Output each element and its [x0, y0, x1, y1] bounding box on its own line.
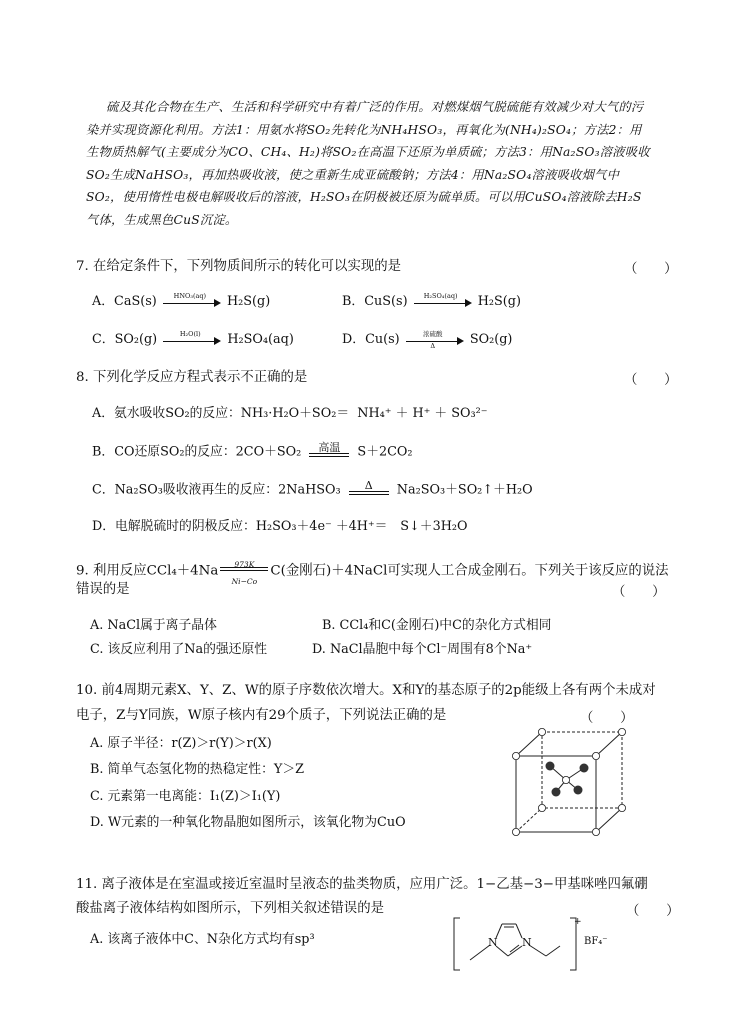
q10-option-a: A. 原子半径：r(Z)＞r(Y)＞r(X) — [90, 736, 272, 751]
q10-answer-paren: （ ） — [580, 711, 634, 726]
q9-stem-right: C(金刚石)＋4NaCl可实现人工合成金刚石。下列关于该反应的说法 — [270, 563, 669, 579]
q8-a-left: A．氨水吸收SO₂的反应：NH₃·H₂O＋SO₂＝ — [92, 406, 350, 421]
q8-c-condition — [349, 480, 389, 500]
q7-c-left: SO₂(g) — [114, 332, 158, 347]
q8-option-a — [92, 404, 488, 424]
q7-d-left: Cu(s) — [365, 332, 400, 347]
q8-b-condition — [309, 442, 349, 462]
q7-stem: 7. 在给定条件下，下列物质间所示的转化可以实现的是 — [76, 259, 402, 274]
q7-b-right: H₂S(g) — [477, 294, 521, 309]
anion-label: BF₄⁻ — [584, 936, 608, 947]
q7-c-arrow — [163, 329, 221, 347]
q9-stem-line2: 错误的是 — [76, 582, 130, 597]
q11-stem-line2: 酸盐离子液体结构如图所示，下列相关叙述错误的是 — [76, 901, 384, 916]
cation-charge: + — [574, 917, 582, 927]
q7-b-cond: H₂SO₄(aq) — [423, 291, 458, 300]
imidazolium-n3: N — [522, 936, 532, 949]
q7-answer-paren: （ ） — [624, 262, 678, 277]
q7-option-c — [92, 330, 294, 350]
q8-b-left: B．CO还原SO₂的反应：2CO＋SO₂ — [92, 444, 302, 460]
q7-option-d — [342, 330, 512, 350]
q8-c-left: C．Na₂SO₃吸收液再生的反应：2NaHSO₃ — [92, 482, 341, 498]
crystal-cell-diagram — [508, 728, 634, 836]
q8-a-right: NH₄⁺ ＋ H⁺ ＋ SO₃²⁻ — [357, 406, 488, 421]
q7-b-label: B． — [342, 294, 365, 309]
q9-option-a: A. NaCl属于离子晶体 — [90, 618, 217, 633]
q8-c-cond-label: Δ — [364, 479, 373, 492]
q9-cond-bottom: Ni−Co — [231, 577, 258, 586]
q8-option-b — [92, 442, 413, 463]
q9-stem-left: 9. 利用反应CCl₄＋4Na — [76, 563, 219, 579]
q7-a-arrow — [163, 291, 221, 309]
q7-c-label: C． — [92, 332, 115, 347]
q7-d-cond-below: Δ — [430, 341, 436, 350]
q8-c-right: Na₂SO₃＋SO₂↑＋H₂O — [396, 482, 533, 498]
q10-stem-line1: 10. 前4周期元素X、Y、Z、W的原子序数依次增大。X和Y的基态原子的2p能级上各有两个未成对 — [76, 683, 656, 698]
q7-a-label: A． — [92, 294, 115, 309]
q9-option-d: D. NaCl晶胞中每个Cl⁻周围有8个Na⁺ — [312, 642, 533, 657]
q9-condition — [220, 556, 268, 586]
q11-option-a: A. 该离子液体中C、N杂化方式均有sp³ — [90, 932, 315, 947]
q9-answer-paren: （ ） — [612, 585, 666, 600]
q8-stem: 8. 下列化学反应方程式表示不正确的是 — [76, 370, 308, 385]
ionic-liquid-structure — [444, 912, 624, 974]
q8-option-d: D．电解脱硫时的阴极反应：H₂SO₃＋4e⁻ ＋4H⁺＝ S↓＋3H₂O — [92, 519, 468, 534]
q7-b-left: CuS(s) — [364, 294, 408, 309]
q7-c-right: H₂SO₄(aq) — [227, 332, 294, 347]
q10-option-d: D. W元素的一种氧化物晶胞如图所示，该氧化物为CuO — [90, 815, 406, 830]
q11-stem-line1: 11. 离子液体是在室温或接近室温时呈液态的盐类物质，应用广泛。1−乙基−3−甲基咪唑四氟硼 — [76, 877, 648, 892]
q7-c-cond: H₂O(l) — [179, 329, 201, 338]
intro-passage: 硫及其化合物在生产、生活和科学研究中有着广泛的作用。对燃煤烟气脱硫能有效减少对大气的污染并实现资源化利用。方法1：用氨水将SO₂先转化为NH₄HSO₃，再氧化为(NH₄)₂SO₄；方法2：用生物质热解气(主要成分为CO、CH₄、H₂)将SO₂在高温下还原为单质硫；方法3：用Na₂SO₃溶液吸收SO₂生成NaHSO₃，再加热吸收液，使之重新生成亚硫酸钠；方法4：用Na₂SO₄溶液吸收烟气中SO₂，使用惰性电极电解吸收后的溶液，H₂SO₃在阴极被还原为硫单质。可以用CuSO₄溶液除去H₂S气体，生成黑色CuS沉淀。 — [86, 100, 650, 227]
q10-option-c: C. 元素第一电离能：I₁(Z)＞I₁(Y) — [90, 789, 281, 804]
q8-b-right: S＋2CO₂ — [357, 444, 413, 460]
q10-option-b: B. 简单气态氢化物的热稳定性：Y＞Z — [90, 762, 305, 777]
q9-option-c: C. 该反应利用了Na的强还原性 — [90, 642, 268, 657]
q7-a-left: CaS(s) — [114, 294, 157, 309]
q9-option-b: B. CCl₄和C(金刚石)中C的杂化方式相同 — [322, 618, 552, 633]
q9-cond-top: 973K — [234, 560, 255, 569]
q7-option-b — [342, 292, 521, 312]
q7-a-cond: HNO₃(aq) — [173, 291, 207, 300]
imidazolium-n1: N — [488, 936, 498, 949]
q10-stem-line2: 电子，Z与Y同族，W原子核内有29个质子，下列说法正确的是 — [76, 708, 447, 723]
q7-b-arrow — [414, 291, 472, 309]
q9-stem-line1 — [76, 556, 669, 586]
q8-answer-paren: （ ） — [624, 373, 678, 388]
q7-d-cond: 浓硫酸 — [422, 329, 443, 338]
q8-option-c — [92, 480, 533, 501]
q8-b-cond-label: 高温 — [318, 441, 341, 454]
q7-option-a — [92, 292, 270, 312]
q11-answer-paren: （ ） — [626, 904, 680, 919]
q7-d-label: D． — [342, 332, 366, 347]
q7-d-arrow — [406, 329, 464, 350]
q7-a-right: H₂S(g) — [226, 294, 271, 309]
q7-d-right: SO₂(g) — [469, 332, 513, 347]
